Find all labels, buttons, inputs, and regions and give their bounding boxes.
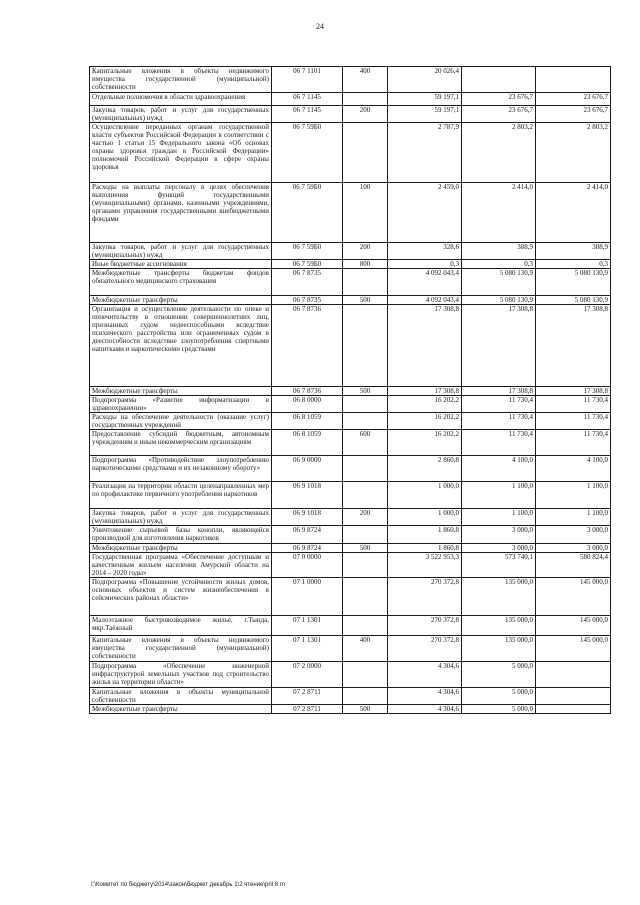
table-row (90, 456, 611, 482)
row-amount-2-cell: 388,9 (462, 243, 536, 260)
row-amount-1-cell: 17 308,8 (388, 305, 462, 387)
row-expense-type-cell: 500 (343, 705, 388, 714)
row-amount-2-cell: 5 080 130,9 (462, 269, 536, 296)
row-amount-2-cell: 5 000,0 (462, 705, 536, 714)
table-row (90, 688, 611, 705)
row-name-cell: Закупка товаров, работ и услуг для государственных (муниципальных) нужд (90, 243, 272, 260)
table-row (90, 553, 611, 578)
row-amount-2-cell: 1 100,0 (462, 509, 536, 526)
row-amount-3-cell: 388,9 (536, 243, 611, 260)
row-code-cell: 06 7 8735 (272, 296, 343, 305)
row-name-cell: Осуществление переданных органам государственной власти субъектов Российской Федерации в соответствии с частью 1 статьи 15 Федерального закона «Об основах охраны здоровья граждан в Российской Федерации» полномочий Российской Федерации в сфере охраны здоровья (90, 123, 272, 183)
row-amount-2-cell: 0,3 (462, 260, 536, 269)
row-amount-2-cell: 2 414,0 (462, 183, 536, 243)
row-amount-1-cell: 4 304,6 (388, 705, 462, 714)
row-amount-2-cell: 11 730,4 (462, 430, 536, 456)
table-row (90, 243, 611, 260)
row-amount-2-cell: 11 730,4 (462, 413, 536, 430)
row-amount-1-cell: 270 372,8 (388, 636, 462, 662)
row-name-cell: Межбюджетные трансферты бюджетам фондов обязательного медицинского страхования (90, 269, 272, 296)
row-name-cell: Реализация на территории области целенаправленных мер по профилактике первичного употребления наркотиков (90, 482, 272, 509)
page-number: 24 (316, 22, 324, 31)
row-code-cell: 06 7 8736 (272, 387, 343, 396)
row-code-cell: 06 7 1145 (272, 93, 343, 106)
row-name-cell: Подпрограмма «Обеспечение инженерной инфраструктурой земельных участков под строительство жилья на территории области» (90, 662, 272, 688)
row-name-cell: Расходы на выплаты персоналу в целях обеспечения выполнения функций государственными (муниципальными) органами, казенными учреждениями, органами управления государственными внебюджетными фондами (90, 183, 272, 243)
row-expense-type-cell: 100 (343, 183, 388, 243)
row-amount-1-cell: 2 860,8 (388, 456, 462, 482)
row-amount-1-cell: 20 026,4 (388, 67, 462, 93)
row-amount-1-cell: 1 000,0 (388, 482, 462, 509)
row-code-cell: 06 7 59Б0 (272, 243, 343, 260)
row-amount-2-cell: 3 000,0 (462, 544, 536, 553)
row-amount-2-cell: 23 676,7 (462, 106, 536, 123)
row-amount-3-cell: 17 308,8 (536, 305, 611, 387)
row-name-cell: Закупка товаров, работ и услуг для государственных (муниципальных) нужд (90, 106, 272, 123)
row-name-cell: Уничтожение сырьевой базы конопли, являющейся производной для изготовления наркотиков (90, 526, 272, 544)
footer-file-path: I:\Комитет по бюджету\2014\закон\бюджет декабрь 1\2 чтение\pril 8 rn (91, 882, 286, 888)
table-row (90, 396, 611, 413)
row-amount-2-cell: 17 308,8 (462, 387, 536, 396)
row-amount-1-cell: 1 000,0 (388, 509, 462, 526)
budget-table-body (90, 67, 611, 714)
table-row (90, 413, 611, 430)
row-code-cell: 07 2 8711 (272, 705, 343, 714)
row-expense-type-cell (343, 688, 388, 705)
row-name-cell: Организация и осуществление деятельности по опеке и попечительству в отношении совершеннолетних лиц, признанных судом недееспособными вследствие психического расстройства или ограниченных судом в дееспособности вследствие злоупотребления спиртными напитками и наркотическими средствами (90, 305, 272, 387)
row-amount-1-cell: 2 459,0 (388, 183, 462, 243)
row-name-cell: Подпрограмма «Развитие информатизации в здравоохранении» (90, 396, 272, 413)
row-expense-type-cell: 400 (343, 67, 388, 93)
row-amount-3-cell: 0,3 (536, 260, 611, 269)
row-code-cell: 06 9 0000 (272, 456, 343, 482)
row-code-cell: 06 7 59Б0 (272, 260, 343, 269)
row-code-cell: 06 9 8724 (272, 544, 343, 553)
row-expense-type-cell: 500 (343, 387, 388, 396)
row-name-cell: Закупка товаров, работ и услуг для государственных (муниципальных) нужд (90, 509, 272, 526)
row-expense-type-cell: 500 (343, 296, 388, 305)
row-expense-type-cell (343, 482, 388, 509)
row-amount-2-cell: 5 000,0 (462, 688, 536, 705)
table-row (90, 544, 611, 553)
row-code-cell: 06 7 59Б0 (272, 123, 343, 183)
row-amount-3-cell (536, 67, 611, 93)
table-row (90, 616, 611, 636)
row-name-cell: Межбюджетные трансферты (90, 387, 272, 396)
row-amount-2-cell: 3 000,0 (462, 526, 536, 544)
row-code-cell: 07 2 0000 (272, 662, 343, 688)
row-amount-3-cell: 1 100,0 (536, 509, 611, 526)
row-amount-3-cell: 23 676,7 (536, 93, 611, 106)
row-amount-3-cell: 23 676,7 (536, 106, 611, 123)
row-expense-type-cell: 500 (343, 544, 388, 553)
row-code-cell: 06 7 1145 (272, 106, 343, 123)
row-amount-2-cell: 5 000,0 (462, 662, 536, 688)
row-name-cell: Предоставление субсидий бюджетным, автономным учреждениям и иным некоммерческим организациям (90, 430, 272, 456)
row-amount-1-cell: 328,6 (388, 243, 462, 260)
row-code-cell: 06 8 1059 (272, 413, 343, 430)
row-expense-type-cell (343, 662, 388, 688)
row-code-cell: 07 0 0000 (272, 553, 343, 578)
row-amount-3-cell: 2 803,2 (536, 123, 611, 183)
row-name-cell: Подпрограмма «Повышение устойчивости жилых домов, основных объектов и систем жизнеобеспечения в сейсмических районах области» (90, 578, 272, 616)
row-amount-1-cell: 59 197,1 (388, 106, 462, 123)
row-expense-type-cell (343, 526, 388, 544)
table-row (90, 662, 611, 688)
row-expense-type-cell: 200 (343, 106, 388, 123)
row-name-cell: Межбюджетные трансферты (90, 296, 272, 305)
row-name-cell: Иные бюджетные ассигнования (90, 260, 272, 269)
row-amount-3-cell: 5 080 130,9 (536, 296, 611, 305)
table-row (90, 636, 611, 662)
table-row (90, 305, 611, 387)
row-code-cell: 06 9 1018 (272, 482, 343, 509)
row-amount-1-cell: 16 202,2 (388, 396, 462, 413)
table-row (90, 296, 611, 305)
row-expense-type-cell (343, 396, 388, 413)
table-row (90, 526, 611, 544)
row-amount-2-cell: 135 000,0 (462, 636, 536, 662)
row-amount-2-cell: 573 740,1 (462, 553, 536, 578)
row-name-cell: Межбюджетные трансферты (90, 705, 272, 714)
row-expense-type-cell (343, 413, 388, 430)
row-amount-2-cell: 2 803,2 (462, 123, 536, 183)
row-amount-1-cell: 4 092 043,4 (388, 296, 462, 305)
row-code-cell: 06 7 8736 (272, 305, 343, 387)
row-expense-type-cell (343, 578, 388, 616)
row-code-cell: 06 9 8724 (272, 526, 343, 544)
row-amount-1-cell: 16 202,2 (388, 430, 462, 456)
row-amount-3-cell (536, 688, 611, 705)
row-amount-3-cell: 145 000,0 (536, 636, 611, 662)
row-amount-3-cell: 11 730,4 (536, 413, 611, 430)
row-expense-type-cell: 200 (343, 509, 388, 526)
row-amount-3-cell: 11 730,4 (536, 430, 611, 456)
table-row (90, 578, 611, 616)
row-name-cell: Расходы на обеспечение деятельности (оказание услуг) государственных учреждений (90, 413, 272, 430)
row-amount-1-cell: 4 304,6 (388, 688, 462, 705)
row-expense-type-cell: 800 (343, 260, 388, 269)
row-code-cell: 06 7 8735 (272, 269, 343, 296)
row-amount-3-cell: 145 000,0 (536, 578, 611, 616)
row-amount-3-cell: 145 000,0 (536, 616, 611, 636)
table-row (90, 106, 611, 123)
row-name-cell: Межбюджетные трансферты (90, 544, 272, 553)
row-amount-2-cell: 1 100,0 (462, 482, 536, 509)
row-amount-3-cell: 5 080 130,9 (536, 269, 611, 296)
row-expense-type-cell: 200 (343, 243, 388, 260)
row-expense-type-cell: 600 (343, 430, 388, 456)
table-row (90, 93, 611, 106)
row-name-cell: Малоэтажное быстровозводимое жилье, г.Тында, мкр.Таёжный (90, 616, 272, 636)
row-expense-type-cell: 400 (343, 636, 388, 662)
row-amount-3-cell: 17 308,8 (536, 387, 611, 396)
table-row (90, 509, 611, 526)
row-amount-3-cell: 1 100,0 (536, 482, 611, 509)
row-name-cell: Государственная программа «Обеспечение доступным и качественным жильем населения Амурской области на 2014 – 2020 годы» (90, 553, 272, 578)
row-amount-1-cell: 4 092 043,4 (388, 269, 462, 296)
row-amount-3-cell: 4 100,0 (536, 456, 611, 482)
row-amount-2-cell (462, 67, 536, 93)
row-expense-type-cell (343, 123, 388, 183)
table-row (90, 705, 611, 714)
row-amount-1-cell: 4 304,6 (388, 662, 462, 688)
row-code-cell: 06 7 59Б0 (272, 183, 343, 243)
row-amount-1-cell: 59 197,1 (388, 93, 462, 106)
row-amount-1-cell: 1 860,8 (388, 526, 462, 544)
row-expense-type-cell (343, 456, 388, 482)
table-row (90, 123, 611, 183)
table-row (90, 430, 611, 456)
row-code-cell: 06 7 1101 (272, 67, 343, 93)
table-row (90, 387, 611, 396)
row-code-cell: 06 9 1018 (272, 509, 343, 526)
row-amount-1-cell: 1 860,8 (388, 544, 462, 553)
table-row (90, 482, 611, 509)
row-amount-2-cell: 11 730,4 (462, 396, 536, 413)
row-amount-1-cell: 270 372,8 (388, 616, 462, 636)
row-code-cell: 07 2 8711 (272, 688, 343, 705)
row-expense-type-cell (343, 269, 388, 296)
row-name-cell: Капитальные вложения в объекты недвижимого имущества государственной (муниципальной) собственности (90, 67, 272, 93)
row-name-cell: Подпрограмма «Противодействие злоупотреблению наркотическими средствами и их незаконному обороту» (90, 456, 272, 482)
row-code-cell: 07 1 0000 (272, 578, 343, 616)
row-name-cell: Капитальные вложения в объекты муниципальной собственности (90, 688, 272, 705)
row-amount-3-cell (536, 662, 611, 688)
row-amount-3-cell: 3 000,0 (536, 544, 611, 553)
row-amount-2-cell: 17 308,8 (462, 305, 536, 387)
row-amount-3-cell: 11 730,4 (536, 396, 611, 413)
row-amount-1-cell: 16 202,2 (388, 413, 462, 430)
row-expense-type-cell (343, 553, 388, 578)
table-row (90, 183, 611, 243)
row-amount-1-cell: 2 787,9 (388, 123, 462, 183)
row-amount-2-cell: 23 676,7 (462, 93, 536, 106)
row-amount-1-cell: 0,3 (388, 260, 462, 269)
row-amount-1-cell: 17 308,8 (388, 387, 462, 396)
row-code-cell: 07 1 1301 (272, 636, 343, 662)
row-amount-2-cell: 135 000,0 (462, 616, 536, 636)
row-amount-3-cell: 3 000,0 (536, 526, 611, 544)
table-row (90, 260, 611, 269)
table-row (90, 67, 611, 93)
row-amount-1-cell: 270 372,8 (388, 578, 462, 616)
row-amount-2-cell: 135 000,0 (462, 578, 536, 616)
row-expense-type-cell (343, 305, 388, 387)
row-name-cell: Капитальные вложения в объекты недвижимого имущества государственной (муниципальной) собственности (90, 636, 272, 662)
row-amount-3-cell (536, 705, 611, 714)
row-code-cell: 07 1 1301 (272, 616, 343, 636)
row-amount-2-cell: 5 080 130,9 (462, 296, 536, 305)
table-row (90, 269, 611, 296)
row-expense-type-cell (343, 93, 388, 106)
row-code-cell: 06 8 1059 (272, 430, 343, 456)
row-code-cell: 06 8 0000 (272, 396, 343, 413)
row-amount-3-cell: 580 824,4 (536, 553, 611, 578)
row-name-cell: Отдельные полномочия в области здравоохранения (90, 93, 272, 106)
row-amount-2-cell: 4 100,0 (462, 456, 536, 482)
row-amount-1-cell: 3 522 953,3 (388, 553, 462, 578)
row-amount-3-cell: 2 414,0 (536, 183, 611, 243)
budget-table (89, 66, 611, 714)
row-expense-type-cell (343, 616, 388, 636)
